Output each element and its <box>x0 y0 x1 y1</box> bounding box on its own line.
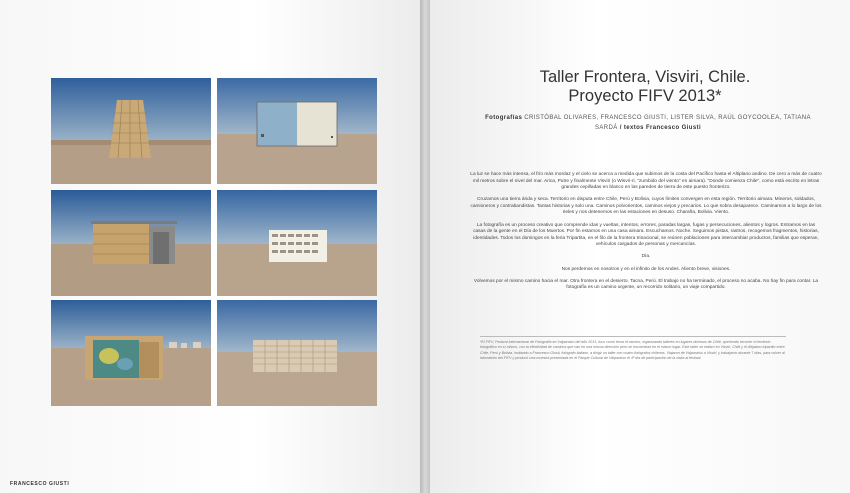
body-paragraph: Día. <box>641 254 651 260</box>
footnote: *El FIFV, Festival Internacional de Fotografía en Valparaíso del año 2013, tuvo como tema el camino, organizando talleres en lugares diversos de Chile, queriendo recorrer el territorio fotográfico en sí mismo, con la efectividad de caminos que van en una misma dirección pero se encuentran en el mismo lugar. Este taller se realizó en Visviri, Chile y el Altiplano tripartito entre Chile, Perú y Bolivia, invitando a Francesco Giusti, fotógrafo italiano, a dirigir un taller con cuatro fotógrafos chilenos. Viajaron de Valparaíso a Visviri, y trabajaron durante 7 días, para volver al laboratorio del FIFV y producir una muestra presentada en el Parque Cultural de Valparaíso el 4º día de participación de la visita al festival. <box>480 340 785 360</box>
photo-tarp-shelter <box>51 300 211 406</box>
body-paragraph: Volvemos por el mismo camino hacia el mar. Otra frontera en el desierto. Tacna, Perú. El trabajo no ha terminado, el proceso no acaba. No hay fin para contar. La fotografía es un camino urgente, un recorrido solitario, un viaje compartido. <box>473 278 819 291</box>
photo-adobe-wall <box>217 300 377 406</box>
body-paragraph: La fotografía es un proceso creativo que comprende idas y vueltas, intentos, errores, paradas largas, fugas y persecuciones, alientos y logros. Entramos en las casas de la gente en el Día de los Muertos. Por fin estamos en una casa aimara. Escuchamos. Noche. Seguimos pistas, rastros, recogemos fragmentos, historias, identidades. Todos los domingos en la feria Tripartita, en el filo de la frontera trinacional, se reúnen poblaciones para intercambiar productos, familias que esperan, vehículos cargados de personas y mercancías. <box>473 222 819 248</box>
photo-reed-shelter <box>51 78 211 184</box>
body-paragraph: Nos perdemos en nosotros y en el infinito de los Andes. Aliento breve, visiones. <box>561 266 731 272</box>
title-line-2: Proyecto FIFV 2013* <box>568 87 722 105</box>
photo-blue-panel <box>217 78 377 184</box>
article-body <box>470 172 822 297</box>
footnote-divider <box>480 336 786 337</box>
article-credits <box>476 113 820 133</box>
photo-reed-hut <box>51 190 211 296</box>
left-page <box>0 0 420 493</box>
credits-texts-label: / textos Francesco Giusti <box>619 125 702 131</box>
article-title <box>470 68 820 106</box>
credits-names: CRISTÓBAL OLIVARES, FRANCESCO GIUSTI, LISTER SILVA, RAÚL GOYCOOLEA, TATIANA SARDÁ <box>524 115 811 131</box>
title-line-1: Taller Frontera, Visviri, Chile. <box>539 68 751 86</box>
photo-stacked-blocks <box>217 190 377 296</box>
credits-label: Fotografías <box>485 115 523 121</box>
book-gutter <box>420 0 430 493</box>
footer-photographer-credit: FRANCESCO GIUSTI <box>10 481 70 487</box>
body-paragraph: La luz se hace más intensa, el frío más mordaz y el cielo se acerca a medida que subimos de la costa del Pacífico hasta el Altiplano andino. De cero a más de cuatro mil metros sobre el nivel del mar. Arica, Putre y finalmente Visviri (o Wisvri-ri, "zumbido del viento" en aimara). "Donde comienza Chile", como está escrito en letras grandes cepilladas en blanco en las paredes de tierra de este puesto fronterizo. <box>470 172 822 191</box>
body-paragraph: Cruzamos una tierra árida y seca. Territorio en disputa entre Chile, Perú y Bolivia, cuyos límites convergen en esta región. Territorio aimara. Mineros, soldados, camioneros y contrabandistas. Tantas historias y solo una. Caminos polvorientos, caminos viejos y precarios. Lo que sobra desaparece. Caminamos a lo largo de los rieles y nos detenemos en las estaciones en desuso. Charaña, Bolivia. Viento. <box>470 197 822 216</box>
